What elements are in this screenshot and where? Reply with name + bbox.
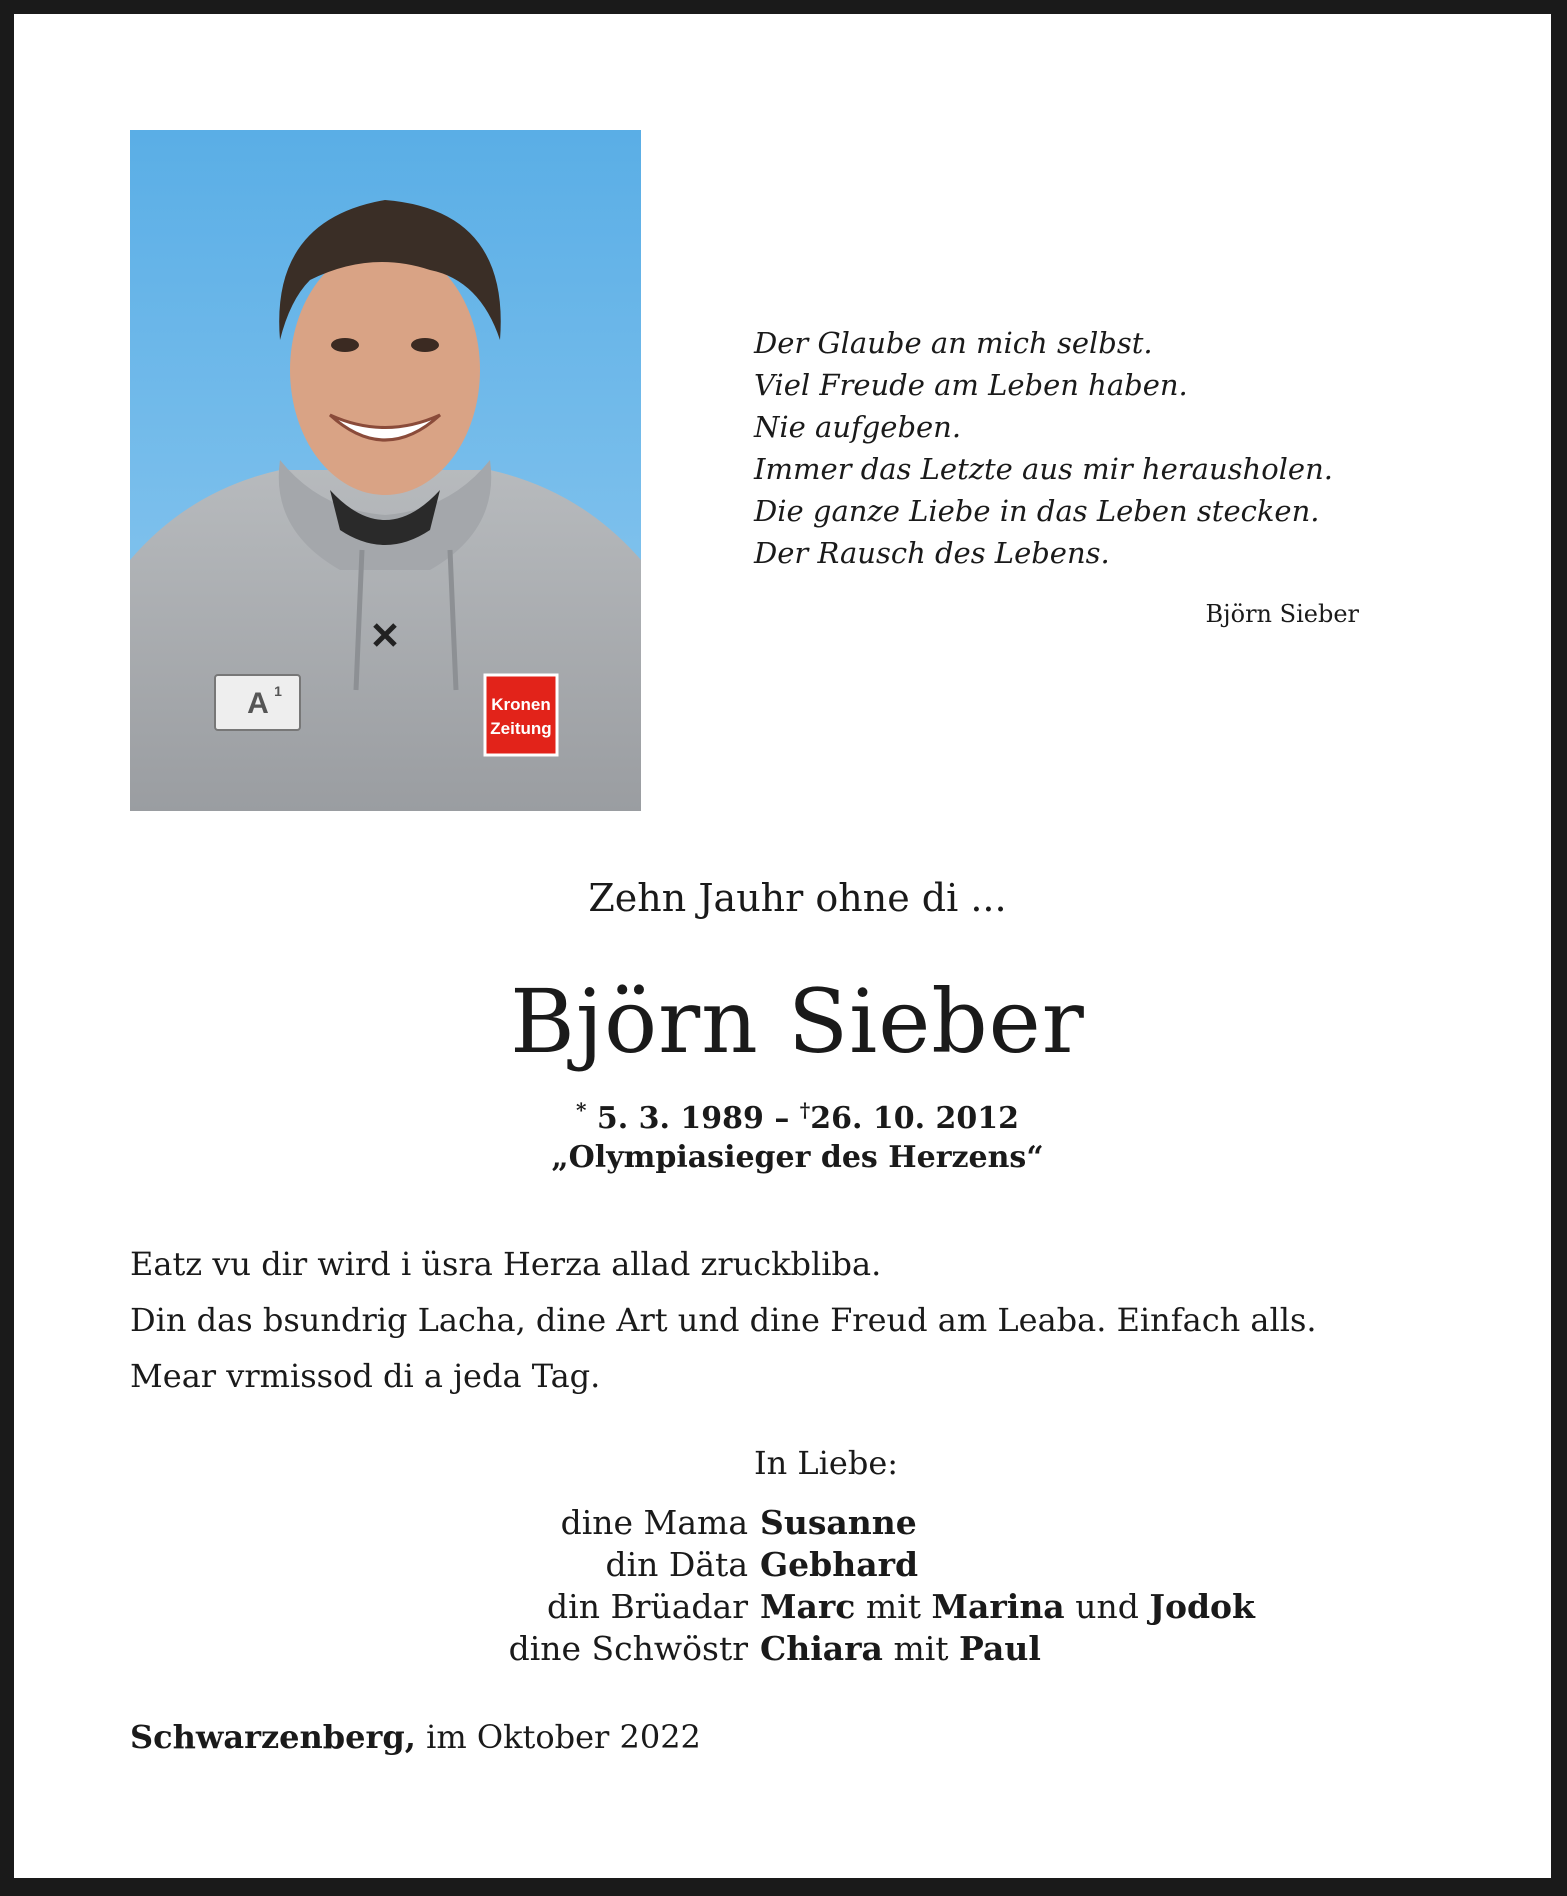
birth-date: 5. 3. 1989 [596,1101,764,1136]
family-list [354,1502,1255,1670]
a1-logo-text: A [247,687,269,720]
portrait-photo [130,130,641,811]
family-relation: dine Mama [560,1503,748,1542]
death-date: 26. 10. 2012 [810,1101,1020,1136]
intro-line: Zehn Jauhr ohne di ... [588,876,1007,920]
quote-line: Der Glaube an mich selbst. [754,326,1153,360]
portrait-illustration [130,130,641,811]
family-name: Jodok [1149,1587,1255,1626]
body-line: Din das bsundrig Lacha, dine Art und dine Freud am Leaba. Einfach alls. [130,1301,1317,1339]
a1-logo-sup: 1 [274,683,282,699]
footer-date: im Oktober 2022 [415,1718,701,1756]
family-row [354,1628,1255,1670]
family-name: Marc [760,1587,856,1626]
in-love-label: In Liebe: [754,1444,899,1482]
family-name: Gebhard [760,1545,919,1584]
life-dates [14,1098,1567,1136]
family-relation: din Däta [605,1545,748,1584]
body-text [130,1236,1317,1404]
quote-line: Nie aufgeben. [754,410,962,444]
deceased-name: Björn Sieber [510,970,1085,1073]
krone-logo-line1: Kronen [491,695,551,714]
quote-line: Viel Freude am Leben haben. [754,368,1188,402]
family-names [760,1502,917,1544]
quote-line: Die ganze Liebe in das Leben stecken. [754,494,1320,528]
quote-line: Der Rausch des Lebens. [754,536,1110,570]
family-relation: din Brüadar [547,1587,748,1626]
quote-author: Björn Sieber [1205,600,1359,628]
family-row [354,1544,1255,1586]
family-connector: mit [855,1587,932,1626]
family-connector: und [1064,1587,1150,1626]
family-row [354,1502,1255,1544]
body-line: Eatz vu dir wird i üsra Herza allad zruckbliba. [130,1245,882,1283]
family-connector: mit [882,1629,960,1668]
date-separator: – [774,1101,790,1136]
family-names [760,1628,1041,1670]
family-name: Paul [959,1629,1041,1668]
birth-symbol: * [575,1098,587,1122]
death-symbol: † [799,1098,811,1122]
krone-logo-line2: Zeitung [490,719,552,738]
place: Schwarzenberg, [130,1718,416,1756]
place-date-footer [130,1718,701,1756]
family-names [760,1544,918,1586]
obituary-page [14,14,1551,1878]
family-name: Susanne [760,1503,917,1542]
family-row [354,1586,1255,1628]
family-name: Marina [931,1587,1065,1626]
quote-line: Immer das Letzte aus mir herausholen. [754,452,1333,486]
body-line: Mear vrmissod di a jeda Tag. [130,1357,601,1395]
family-name: Chiara [760,1629,883,1668]
honorary-title: „Olympiasieger des Herzens“ [551,1140,1044,1175]
family-names [760,1586,1255,1628]
family-relation: dine Schwöstr [508,1629,748,1668]
quote-block [754,322,1333,574]
